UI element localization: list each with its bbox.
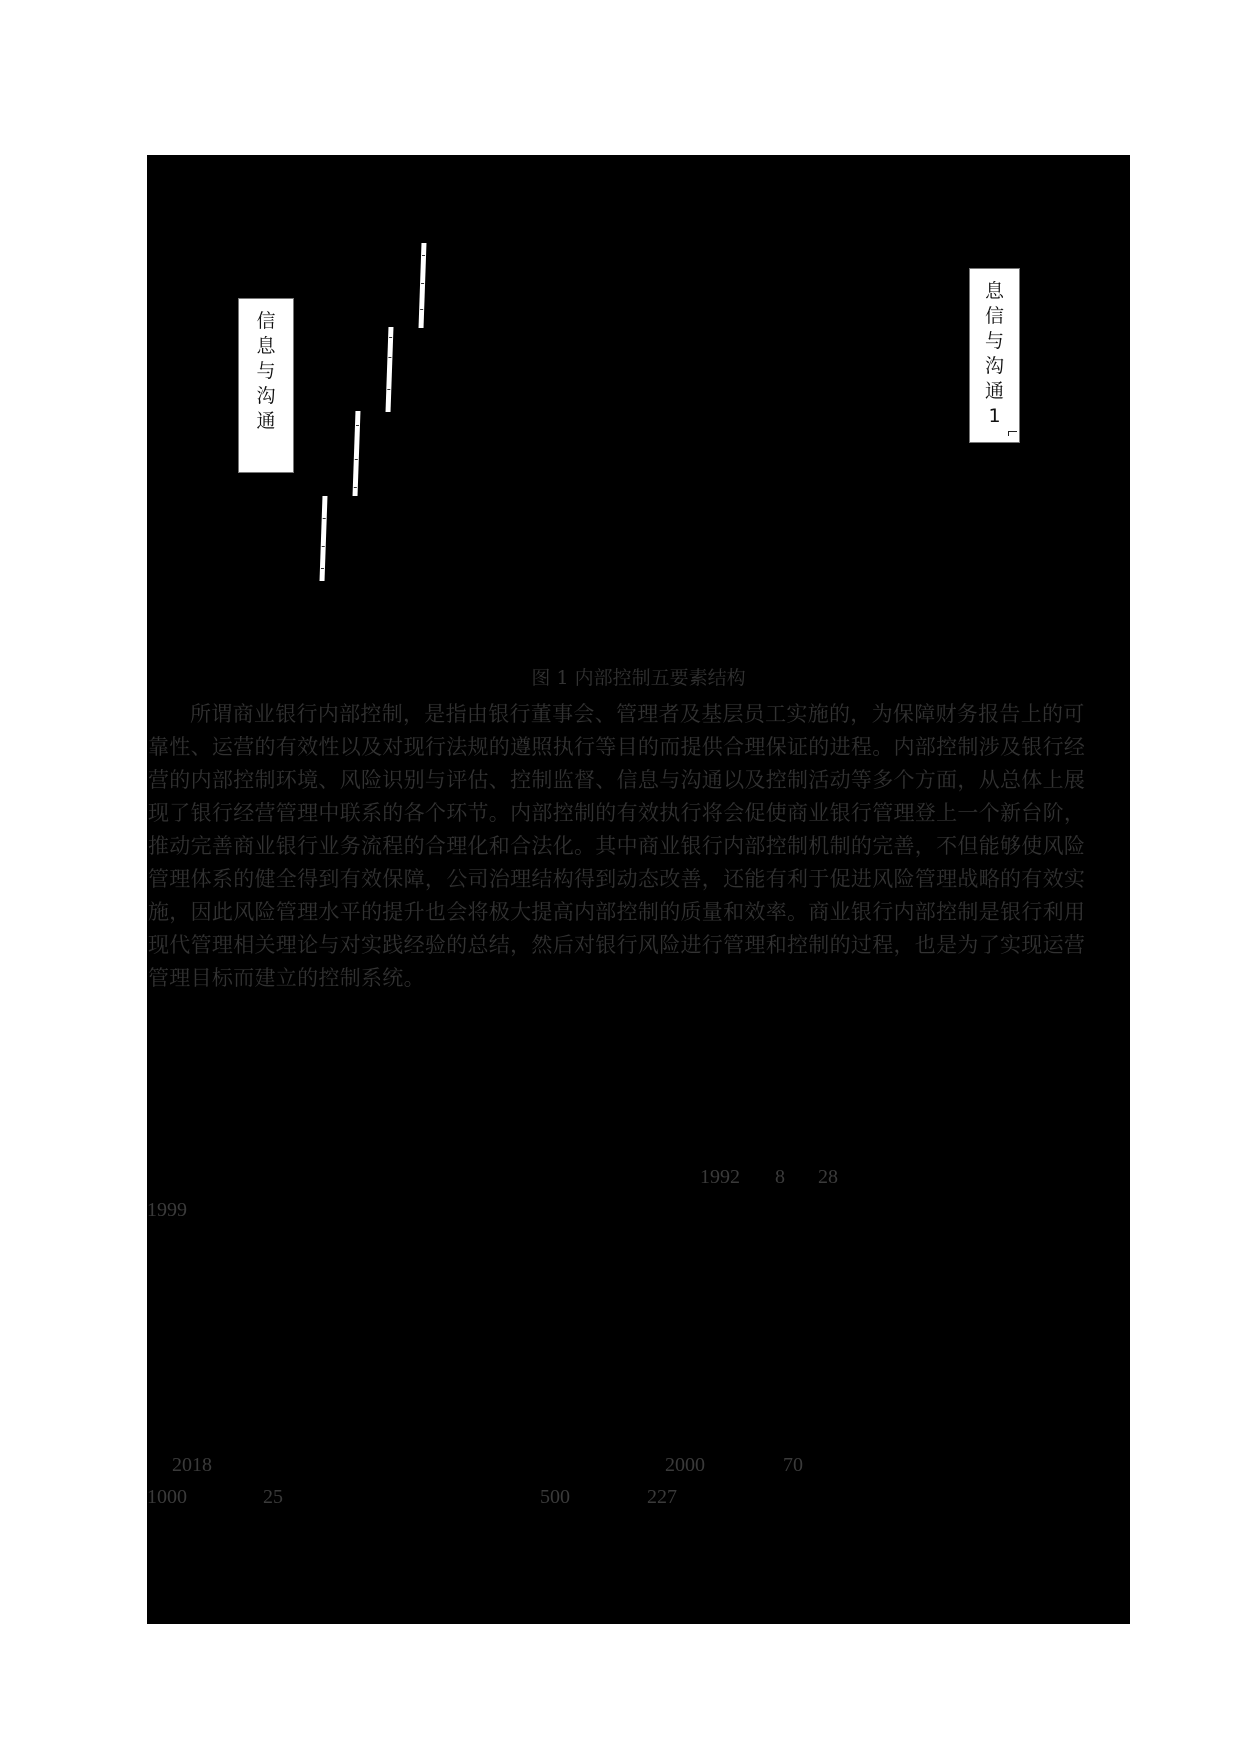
paragraph-line: 现了银行经营管理中联系的各个环节。内部控制的有效执行将会促使商业银行管理登上一个新台阶， bbox=[148, 801, 1086, 825]
info-communication-box-right bbox=[969, 268, 1020, 443]
corner-mark bbox=[1008, 431, 1017, 436]
diagram-strip-1 bbox=[419, 243, 427, 328]
number-500: 500 bbox=[540, 1486, 570, 1508]
paragraph-line: 营的内部控制环境、风险识别与评估、控制监督、信息与沟通以及控制活动等多个方面，从总体上展 bbox=[148, 768, 1086, 792]
number-70: 70 bbox=[783, 1454, 803, 1476]
box-char: 息 bbox=[256, 335, 276, 357]
strip-mark bbox=[321, 568, 324, 569]
number-227: 227 bbox=[647, 1486, 677, 1508]
strip-mark bbox=[421, 283, 424, 284]
strip-mark bbox=[388, 357, 391, 358]
number-25: 25 bbox=[263, 1486, 283, 1508]
paragraph-line: 管理目标而建立的控制系统。 bbox=[148, 966, 425, 990]
box-char: 沟 bbox=[984, 355, 1004, 377]
body-paragraph bbox=[148, 698, 1128, 995]
strip-mark bbox=[355, 459, 358, 460]
paragraph-line: 现代管理相关理论与对实践经验的总结，然后对银行风险进行管理和控制的过程，也是为了实现运营 bbox=[148, 933, 1086, 957]
strip-mark bbox=[387, 389, 390, 390]
strip-mark bbox=[356, 425, 359, 426]
box-char: 信 bbox=[984, 305, 1004, 327]
number-28: 28 bbox=[818, 1166, 838, 1188]
strip-mark bbox=[422, 255, 425, 256]
paragraph-line: 靠性、运营的有效性以及对现行法规的遵照执行等目的而提供合理保证的进程。内部控制涉及银行经 bbox=[148, 735, 1086, 759]
number-2018: 2018 bbox=[172, 1454, 212, 1476]
box-char: 息 bbox=[984, 280, 1004, 302]
diagram-strip-3 bbox=[353, 411, 361, 496]
number-1992: 1992 bbox=[700, 1166, 740, 1188]
figure-caption: 图 1 内部控制五要素结构 bbox=[531, 667, 746, 689]
number-2000: 2000 bbox=[665, 1454, 705, 1476]
number-1999: 1999 bbox=[147, 1199, 187, 1221]
strip-mark bbox=[354, 487, 357, 488]
diagram-strip-2 bbox=[386, 327, 394, 412]
box-char: 与 bbox=[256, 360, 276, 382]
paragraph-line: 所谓商业银行内部控制，是指由银行董事会、管理者及基层员工实施的，为保障财务报告上的可 bbox=[190, 702, 1085, 726]
box-char: 与 bbox=[984, 330, 1004, 352]
number-1000: 1000 bbox=[147, 1486, 187, 1508]
number-8: 8 bbox=[775, 1166, 785, 1188]
document-black-region bbox=[147, 155, 1130, 1624]
paragraph-line: 管理体系的健全得到有效保障，公司治理结构得到动态改善，还能有利于促进风险管理战略的有效实 bbox=[148, 867, 1086, 891]
strip-mark bbox=[420, 309, 423, 310]
diagram-strip-4 bbox=[320, 496, 328, 581]
strip-mark bbox=[322, 546, 325, 547]
box-char: 1 bbox=[988, 405, 1001, 427]
box-char: 信 bbox=[256, 310, 276, 332]
box-char: 沟 bbox=[256, 385, 276, 407]
strip-mark bbox=[389, 337, 392, 338]
box-char: 通 bbox=[984, 380, 1004, 402]
strip-mark bbox=[323, 518, 326, 519]
paragraph-line: 推动完善商业银行业务流程的合理化和合法化。其中商业银行内部控制机制的完善，不但能够使风险 bbox=[148, 834, 1086, 858]
paragraph-line: 施，因此风险管理水平的提升也会将极大提高内部控制的质量和效率。商业银行内部控制是银行利用 bbox=[148, 900, 1086, 924]
info-communication-box-left bbox=[238, 298, 294, 473]
box-char: 通 bbox=[256, 410, 276, 432]
